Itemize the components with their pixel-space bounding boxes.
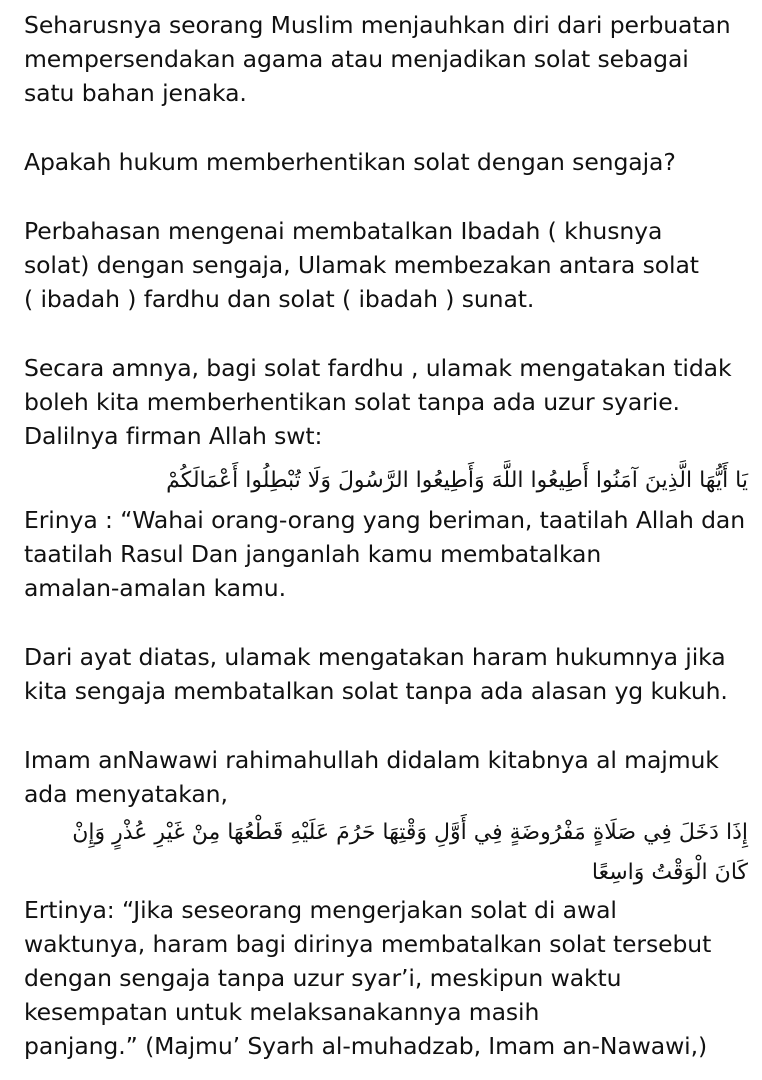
paragraph-gap (24, 179, 754, 214)
text-line: satu bahan jenaka. (24, 79, 247, 107)
text-line: dengan sengaja tanpa uzur syar’i, meskipun waktu (24, 964, 622, 992)
arabic-quote-line: كَانَ الْوَقْتُ وَاسِعًا (591, 860, 748, 885)
text-line: kita sengaja membatalkan solat tanpa ada alasan yg kukuh. (24, 677, 728, 705)
text-line: Imam anNawawi rahimahullah didalam kitabnya al majmuk (24, 746, 719, 774)
paragraph-meaning (24, 893, 754, 1063)
text-line: Dari ayat diatas, ulamak mengatakan haram hukumnya jika (24, 643, 726, 671)
text-line: Ertinya: “Jika seseorang mengerjakan solat di awal (24, 896, 617, 924)
paragraph-fardhu (24, 351, 754, 453)
text-line: Perbahasan mengenai membatalkan Ibadah ( khusnya (24, 217, 663, 245)
text-line: boleh kita memberhentikan solat tanpa ada uzur syarie. (24, 388, 680, 416)
text-line: waktunya, haram bagi dirinya membatalkan solat tersebut (24, 930, 712, 958)
text-line: Seharusnya seorang Muslim menjauhkan diri dari perbuatan (24, 11, 731, 39)
paragraph-gap (24, 316, 754, 351)
paragraph-ruling (24, 640, 754, 708)
paragraph-question (24, 145, 754, 179)
text-line: mempersendakan agama atau menjadikan solat sebagai (24, 45, 689, 73)
text-line: Secara amnya, bagi solat fardhu , ulamak mengatakan tidak (24, 354, 732, 382)
text-line: amalan-amalan kamu. (24, 574, 286, 602)
text-line: kesempatan untuk melaksanakannya masih (24, 998, 540, 1026)
paragraph-gap (24, 708, 754, 743)
text-line: panjang.” (Majmu’ Syarh al-muhadzab, Imam an-Nawawi,) (24, 1032, 708, 1060)
text-line: solat) dengan sengaja, Ulamak membezakan antara solat (24, 251, 699, 279)
text-line: ( ibadah ) fardhu dan solat ( ibadah ) sunat. (24, 285, 535, 313)
paragraph-nawawi (24, 743, 754, 811)
paragraph-gap (24, 110, 754, 145)
paragraph-intro (24, 8, 754, 110)
article-body (24, 8, 754, 1063)
text-line: taatilah Rasul Dan janganlah kamu membatalkan (24, 540, 602, 568)
paragraph-gap (24, 605, 754, 640)
paragraph-discussion (24, 214, 754, 316)
arabic-verse: يَا أَيُّهَا الَّذِينَ آمَنُوا أَطِيعُوا اللَّهَ وَأَطِيعُوا الرَّسُولَ وَلَا تُبْطِلُوا أَعْمَالَكُمْ (166, 468, 748, 493)
text-line: Erinya : “Wahai orang-orang yang beriman, taatilah Allah dan (24, 506, 746, 534)
text-line: Apakah hukum memberhentikan solat dengan sengaja? (24, 148, 676, 176)
arabic-quote-line: إِذَا دَخَلَ فِي صَلَاةٍ مَفْرُوضَةٍ فِي أَوَّلِ وَقْتِهَا حَرُمَ عَلَيْهِ قَطْعُهَا مِنْ غَيْرِ عُذْرٍ وَإِنْ (72, 820, 748, 845)
paragraph-translation (24, 503, 754, 605)
text-line: ada menyatakan, (24, 780, 228, 808)
text-line: Dalilnya firman Allah swt: (24, 422, 323, 450)
